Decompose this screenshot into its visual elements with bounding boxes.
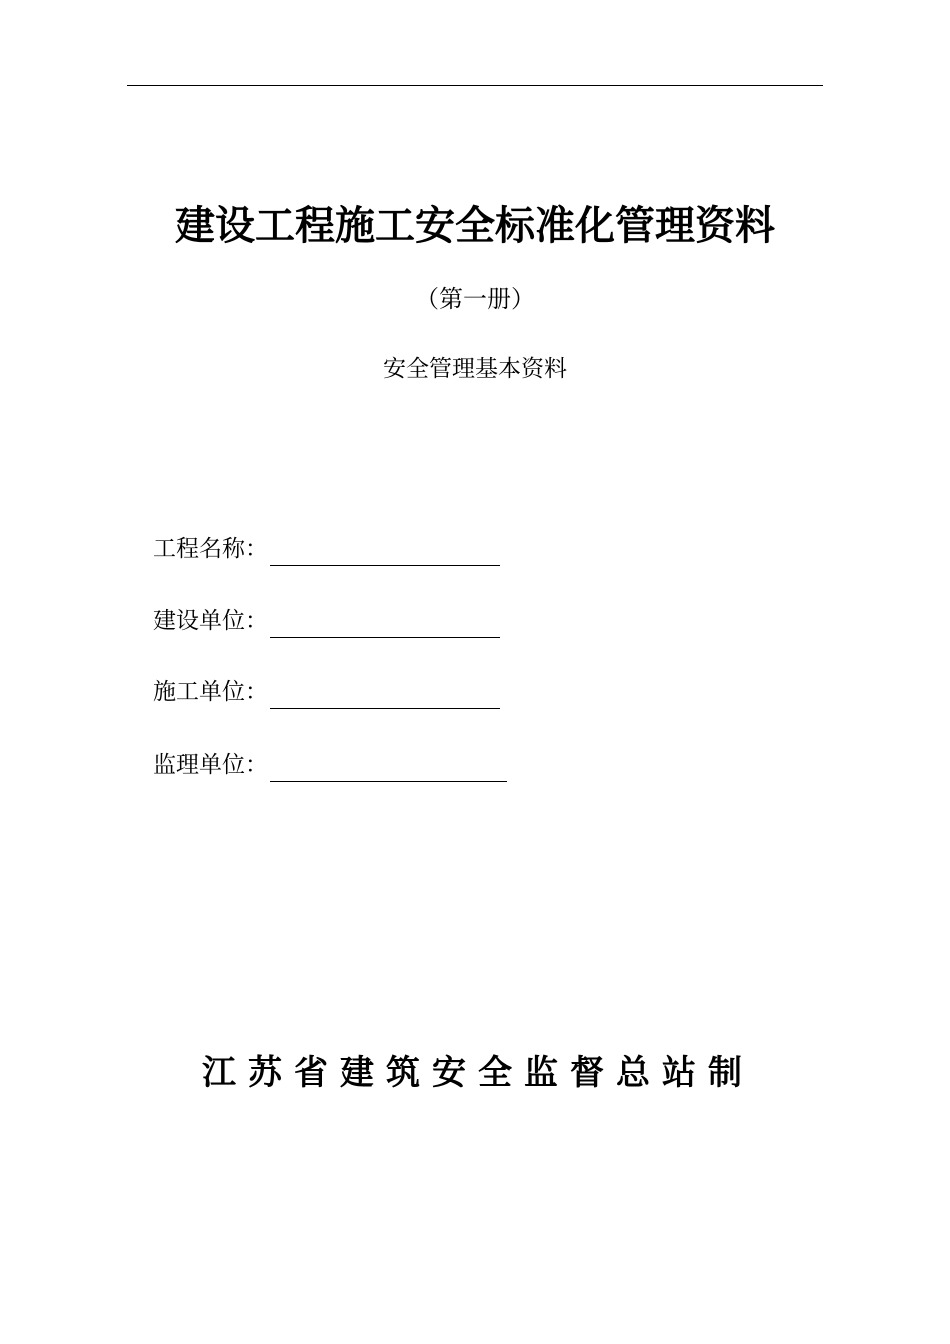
- field-blank-contractor[interactable]: [270, 680, 500, 709]
- issuer-footer: 江苏省建筑安全监督总站制: [202, 1053, 754, 1093]
- field-label-contractor: 施工单位：: [153, 679, 268, 705]
- field-label-developer: 建设单位：: [153, 608, 268, 634]
- field-contractor: [153, 673, 500, 709]
- field-supervisor: [153, 746, 507, 782]
- document-subtitle: 安全管理基本资料: [383, 356, 567, 382]
- volume-label: （第一册）: [415, 285, 535, 313]
- document-title: 建设工程施工安全标准化管理资料: [175, 202, 775, 249]
- top-rule: [127, 85, 823, 86]
- field-project-name: [153, 530, 500, 566]
- field-developer: [153, 602, 500, 638]
- field-blank-supervisor[interactable]: [270, 753, 507, 782]
- field-label-supervisor: 监理单位：: [153, 752, 268, 778]
- field-blank-developer[interactable]: [270, 609, 500, 638]
- field-label-project-name: 工程名称：: [153, 536, 268, 562]
- field-blank-project-name[interactable]: [270, 537, 500, 566]
